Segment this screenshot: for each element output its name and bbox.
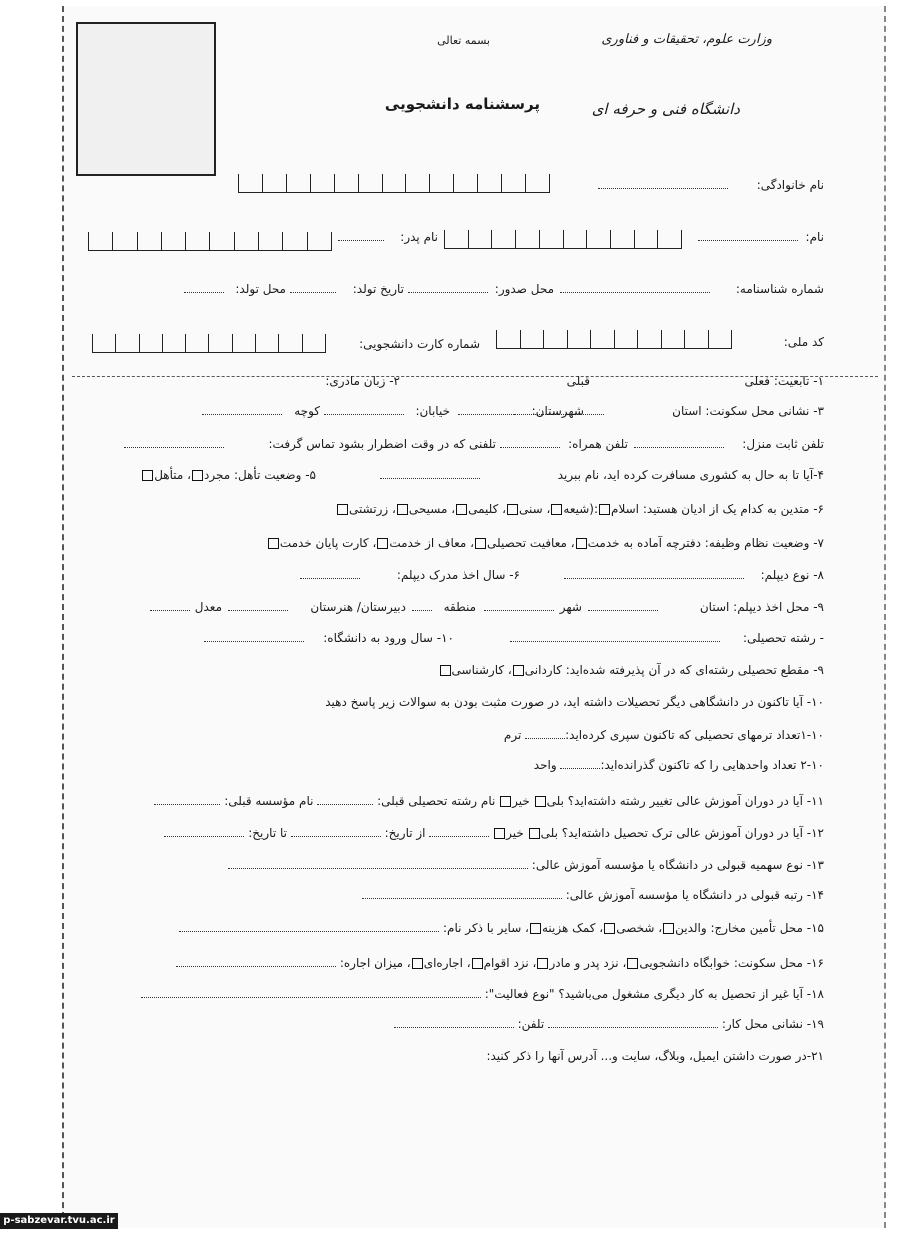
q12-spacer [429,836,489,837]
q12-no: خیر [506,826,524,840]
q12-row [164,826,824,840]
phone-home-dots [634,437,724,451]
q7-ready-checkbox[interactable] [576,538,587,549]
q11-label: ۱۱- آیا در دوران آموزش عالی تغییر رشته داشته‌اید؟ بلی [546,794,824,808]
birth-place-label: محل تولد: [235,282,286,296]
q6-kalimi-checkbox[interactable] [456,504,467,515]
q7-label: ۷- وضعیت نظام وظیفه: دفترچه آماده به خدمت [587,536,824,550]
q15-row [179,921,824,935]
q10-label: ۱۰- آیا تاکنون در دانشگاهی دیگر تحصیلات داشته اید، در صورت مثبت بودن به سوالات زیر پاسخ دهید [325,695,824,709]
q12-to: تا تاریخ: [248,826,287,840]
q7-exempt-checkbox[interactable] [475,538,486,549]
q6-sunni-checkbox[interactable] [507,504,518,515]
q5-married: ، متأهل [154,468,191,482]
q12-from-dots [291,836,381,837]
q9b-label: ۹- مقطع تحصیلی رشته‌ای که در آن پذیرفته شده‌اید: کاردانی [524,663,824,677]
q7-card: ، کارت پایان خدمت [279,536,377,550]
q10-year-dots [204,631,304,645]
q3-label: ۳- نشانی محل سکونت: استان [672,404,824,418]
q10-1-row [504,728,824,742]
photo-box [76,22,216,176]
q7-moaf-checkbox[interactable] [377,538,388,549]
q1-prev: قبلی [566,374,590,388]
q16-label: ۱۶- محل سکونت: خوابگاه دانشجویی [639,956,824,970]
q10-year: ۱۰- سال ورود به دانشگاه: [323,631,454,645]
family-name-boxes[interactable] [238,174,550,193]
q9-school: دبیرستان/ هنرستان [310,600,406,614]
father-name-dots [338,230,384,244]
student-card-boxes[interactable] [92,334,326,353]
q3-dots-city [458,404,528,418]
q3-alley: کوچه [294,404,320,418]
q12-from: از تاریخ: [384,826,426,840]
q6-shia-checkbox[interactable] [551,504,562,515]
q7-moaf: ، معاف از خدمت [389,536,475,550]
q16-rent-amount: ، میزان اجاره: [339,956,411,970]
q19-phone: تلفن: [517,1017,545,1031]
q6-zartoshti: ، زرتشتی [348,502,396,516]
q3-city: شهرستان: [531,404,584,418]
q18-dots [141,997,481,998]
q9-label: ۹- محل اخذ دیپلم: استان [699,600,824,614]
q16-row [176,956,824,970]
q14-row [362,888,824,902]
q18-label: ۱۸- آیا غیر از تحصیل به کار دیگری مشغول می‌باشید؟ "نوع فعالیت": [484,987,824,1001]
q8-year-dots [300,568,360,582]
birth-place-dots [184,282,224,296]
q7-row [267,536,824,550]
q6-shia: :(شیعه [563,502,599,516]
q5-married-checkbox[interactable] [142,470,153,481]
q21-label: ۲۱-در صورت داشتن ایمیل، وبلاگ، سایت و... آدرس آنها را ذکر کنید: [486,1049,824,1063]
q6-zartoshti-checkbox[interactable] [337,504,348,515]
q11-no: خیر [512,794,530,808]
q19-dots [548,1027,718,1028]
q19-phone-dots [394,1027,514,1028]
q12-to-dots [164,836,244,837]
q15-label: ۱۵- محل تأمین مخارج: والدین [675,921,824,935]
q9-gpa: معدل [194,600,222,614]
q9-dots-city [484,600,554,614]
q9-city: شهر [559,600,582,614]
q15-other: ، سایر با ذکر نام: [442,921,529,935]
phone-home: تلفن ثابت منزل: [742,437,824,451]
q16-dorm-checkbox[interactable] [627,958,638,969]
q9-region: منطقه [443,600,476,614]
form-title: پرسشنامه دانشجویی [384,95,540,113]
birth-date-label: تاریخ تولد: [352,282,404,296]
q11-prev-inst-dots [154,804,220,805]
q10-2-dots [560,768,600,769]
father-name-boxes[interactable] [88,232,332,251]
q4-label: ۴-آیا تا به حال به کشوری مسافرت کرده اید، نام ببرید [557,468,824,482]
id-number-label: شماره شناسنامه: [735,282,824,296]
q15-parents-checkbox[interactable] [663,923,674,934]
site-watermark: p-sabzevar.tvu.ac.ir [0,1213,118,1229]
q8-dots [564,568,744,582]
national-code-boxes[interactable] [496,330,732,349]
q9-dots-province [588,600,658,614]
student-card-label: شماره کارت دانشجویی: [359,337,480,351]
q6-masihi: ، مسیحی [408,502,456,516]
q11-yes-checkbox[interactable] [535,796,546,807]
q3-dots-alley [202,404,282,418]
q1-label: ۱- تابعیت: فعلی [744,374,824,388]
q5-single-checkbox[interactable] [192,470,203,481]
q18-row [141,987,824,1001]
q10-2-row [534,758,824,772]
q11-row [154,794,824,808]
national-code-label: کد ملی: [783,335,824,349]
q11-prev-inst: نام مؤسسه قبلی: [224,794,314,808]
q2-label: ۲- زبان مادری: [325,374,400,388]
q13-label: ۱۳- نوع سهمیه قبولی در دانشگاه یا مؤسسه آموزش عالی: [531,858,824,872]
q6-kalimi: ، کلیمی [468,502,507,516]
q10-2-unit: واحد [533,758,557,772]
q9b-row [439,663,824,677]
q16-parents: ، نزد پدر و مادر [549,956,627,970]
q16-parents-checkbox[interactable] [537,958,548,969]
q15-help: ، کمک هزینه [541,921,604,935]
q11-no-checkbox[interactable] [500,796,511,807]
q7-exempt: ، معافیت تحصیلی [487,536,575,550]
q10-1-dots [525,738,565,739]
major-dots [510,631,720,645]
q7-card-checkbox[interactable] [268,538,279,549]
q14-dots [362,898,562,899]
q12-yes-checkbox[interactable] [529,828,540,839]
birth-date-dots [290,282,336,296]
q6-label: ۶- متدین به کدام یک از ادیان هستید: اسلام [611,502,824,516]
q3-dots-street [324,404,404,418]
q15-help-checkbox[interactable] [530,923,541,934]
family-name-label: نام خانوادگی: [756,178,824,192]
q5-label [141,468,316,482]
major-label: - رشته تحصیلی: [743,631,824,645]
q5-single: ۵- وضعیت تأهل: مجرد [204,468,316,482]
q8-year: ۶- سال اخذ مدرک دیپلم: [396,568,520,582]
q9b-bachelor: ، کارشناسی [451,663,512,677]
q16-relatives: ، نزد اقوام [483,956,537,970]
issue-place-label: محل صدور: [494,282,554,296]
q12-no-checkbox[interactable] [494,828,505,839]
ministry-name: وزارت علوم، تحقیقات و فناوری [601,32,772,47]
q4-dots [380,468,480,482]
q8-label: ۸- نوع دیپلم: [760,568,824,582]
q9-dots-gpa [150,600,190,614]
q13-row [228,858,824,872]
q14-label: ۱۴- رتبه قبولی در دانشگاه یا مؤسسه آموزش عالی: [565,888,824,902]
id-number-dots [560,282,710,296]
q15-self-checkbox[interactable] [604,923,615,934]
q13-dots [228,868,528,869]
q16-dots [176,966,336,967]
phone-emergency-dots [124,437,224,451]
q6-sunni: ، سنی [519,502,551,516]
name-boxes[interactable] [444,230,682,249]
q9b-bachelor-checkbox[interactable] [440,665,451,676]
name-dots [698,230,798,244]
q16-relatives-checkbox[interactable] [472,958,483,969]
q9-dots-school [228,600,288,614]
q10-2-label: ۲-۱۰ تعداد واحدهایی را که تاکنون گذرانده‌اید: [600,758,824,772]
phone-mobile: تلفن همراه: [568,437,628,451]
q19-row [394,1017,824,1031]
q19-label: ۱۹- نشانی محل کار: [721,1017,824,1031]
q15-dots [179,931,439,932]
basmala: بسمه تعالی [437,34,490,47]
q16-rent-checkbox[interactable] [412,958,423,969]
q9-dots-region [412,600,432,614]
issue-place-dots [408,282,488,296]
q15-self: ، شخصی [616,921,663,935]
q11-prev-major-dots [317,804,373,805]
q12-label: ۱۲- آیا در دوران آموزش عالی ترک تحصیل داشته‌اید؟ بلی [540,826,824,840]
name-label: نام: [805,230,824,244]
phone-emergency: تلفنی که در وقت اضطرار بشود تماس گرفت: [268,437,496,451]
q10-1-unit: ترم [503,728,522,742]
phone-mobile-dots [500,437,560,451]
father-name-label: نام پدر: [400,230,438,244]
university-name: دانشگاه فنی و حرفه ای [591,100,740,118]
q6-masihi-checkbox[interactable] [397,504,408,515]
q6-islam-checkbox[interactable] [599,504,610,515]
family-name-dots [598,178,728,192]
q3-street: خیابان: [415,404,450,418]
q16-rent: ، اجاره‌ای [423,956,471,970]
q10-1-label: ۱-۱۰تعداد ترمهای تحصیلی که تاکنون سپری کرده‌اید: [565,728,824,742]
q9b-associate-checkbox[interactable] [513,665,524,676]
q11-prev-major: نام رشته تحصیلی قبلی: [377,794,496,808]
q6-row [336,502,824,516]
